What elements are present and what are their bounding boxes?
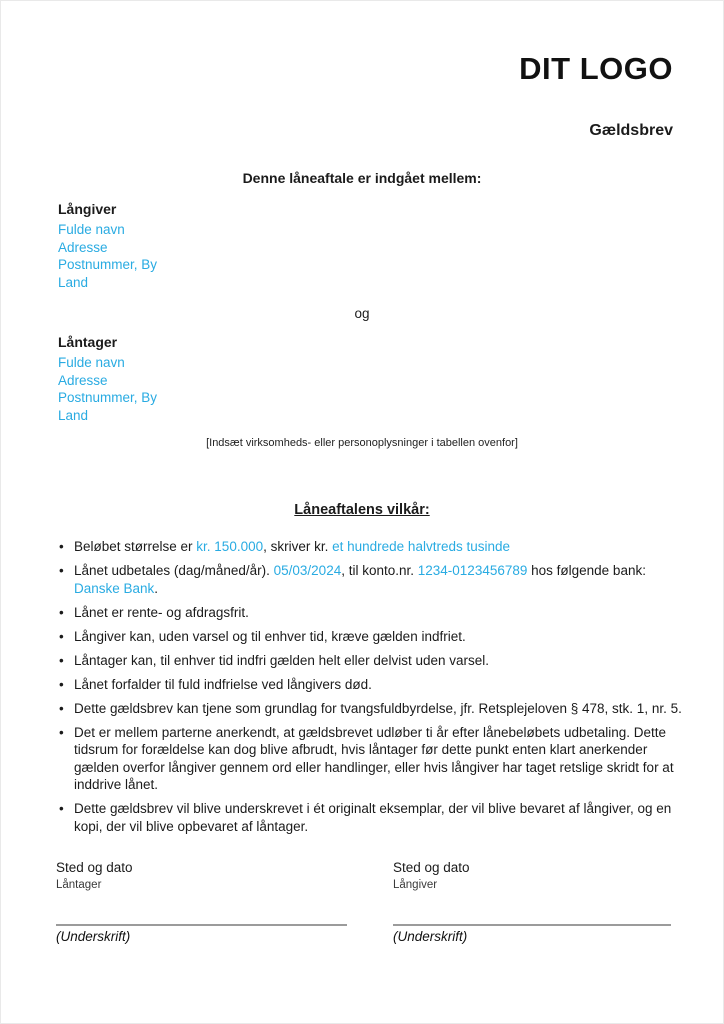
term-text: Dette gældsbrev vil blive underskrevet i ét originalt eksemplar, der vil blive bevaret af långiver, og en kopi, der vil blive opbevaret af låntager. — [74, 801, 672, 834]
terms-heading: Låneaftalens vilkår: — [294, 502, 430, 518]
term-item — [58, 538, 682, 556]
term-item — [58, 628, 682, 646]
term-fill-in-value: kr. 150.000 — [196, 539, 264, 554]
terms-list — [58, 538, 682, 842]
term-text: Beløbet størrelse er — [74, 539, 197, 554]
party-block-langiver — [58, 201, 157, 291]
connector-text: og — [354, 306, 370, 321]
term-item — [58, 800, 682, 835]
party-field-placeholder: Fulde navn — [58, 222, 125, 237]
signature-section — [56, 859, 671, 944]
term-text: hos følgende bank: — [527, 563, 646, 578]
sted-og-dato-label: Sted og dato — [56, 860, 133, 875]
party-role-label: Långiver — [58, 201, 117, 217]
signer-role-label: Låntager — [56, 879, 102, 891]
term-text: Lånet er rente- og afdragsfrit. — [74, 604, 249, 620]
party-field-placeholder: Adresse — [58, 239, 108, 255]
term-item — [58, 676, 682, 694]
table-note: [Indsæt virksomheds- eller personoplysninger i tabellen ovenfor] — [206, 437, 518, 449]
term-text: Långiver kan, uden varsel og til enhver tid, kræve gælden indfriet. — [74, 628, 466, 644]
term-text: , til konto.nr. — [341, 563, 418, 578]
signature-caption: (Underskrift) — [393, 929, 468, 944]
sted-og-dato-label: Sted og dato — [393, 860, 470, 875]
term-item — [58, 700, 682, 718]
party-field-placeholder: Land — [58, 407, 89, 423]
party-field-placeholder: Postnummer, By — [58, 257, 158, 272]
term-fill-in-value: et hundrede halvtreds tusinde — [332, 539, 510, 554]
signature-block-langiver — [393, 859, 671, 944]
intro-heading: Denne låneaftale er indgået mellem: — [242, 170, 482, 186]
term-text: Dette gældsbrev kan tjene som grundlag for tvangsfuldbyrdelse, jfr. Retsplejeloven § 478, stk. 1, nr. 5. — [74, 700, 682, 716]
term-fill-in-value: 05/03/2024 — [273, 563, 342, 578]
party-field-placeholder: Postnummer, By — [58, 390, 158, 405]
term-item — [58, 562, 682, 597]
document-title: Gældsbrev — [589, 122, 673, 139]
signer-role-label: Långiver — [393, 879, 438, 891]
party-field-placeholder: Fulde navn — [58, 355, 125, 370]
term-text: Låntager kan, til enhver tid indfri gælden helt eller delvist uden varsel. — [74, 652, 489, 668]
term-fill-in-value: Danske Bank — [74, 580, 155, 596]
party-field-placeholder: Land — [58, 274, 89, 290]
signature-line — [393, 924, 671, 926]
party-role-label: Låntager — [58, 334, 118, 350]
signature-line — [56, 924, 347, 926]
party-block-lantager — [58, 334, 157, 424]
signature-caption: (Underskrift) — [56, 929, 131, 944]
term-item — [58, 604, 682, 622]
term-text: Lånet forfalder til fuld indfrielse ved långivers død. — [74, 676, 372, 692]
term-fill-in-value: 1234-0123456789 — [417, 563, 528, 578]
term-text: , skriver kr. — [263, 539, 333, 554]
term-text: Det er mellem parterne anerkendt, at gældsbrevet udløber ti år efter lånebeløbets udbetaling. Dette tidsrum for forældelse kan dog blive afbrudt, hvis låntager før dette punkt enten klart anerkender gælden overfor långiver gennem ord eller handlinger, eller hvis långiver har taget retslige skridt for at inddrive lånet. — [74, 724, 674, 792]
term-text: . — [154, 580, 159, 596]
term-item — [58, 652, 682, 670]
signature-block-lantager — [56, 859, 347, 944]
term-item — [58, 724, 682, 794]
party-field-placeholder: Adresse — [58, 372, 108, 388]
logo-text: DIT LOGO — [519, 51, 673, 86]
term-text: Lånet udbetales (dag/måned/år). — [74, 563, 274, 578]
